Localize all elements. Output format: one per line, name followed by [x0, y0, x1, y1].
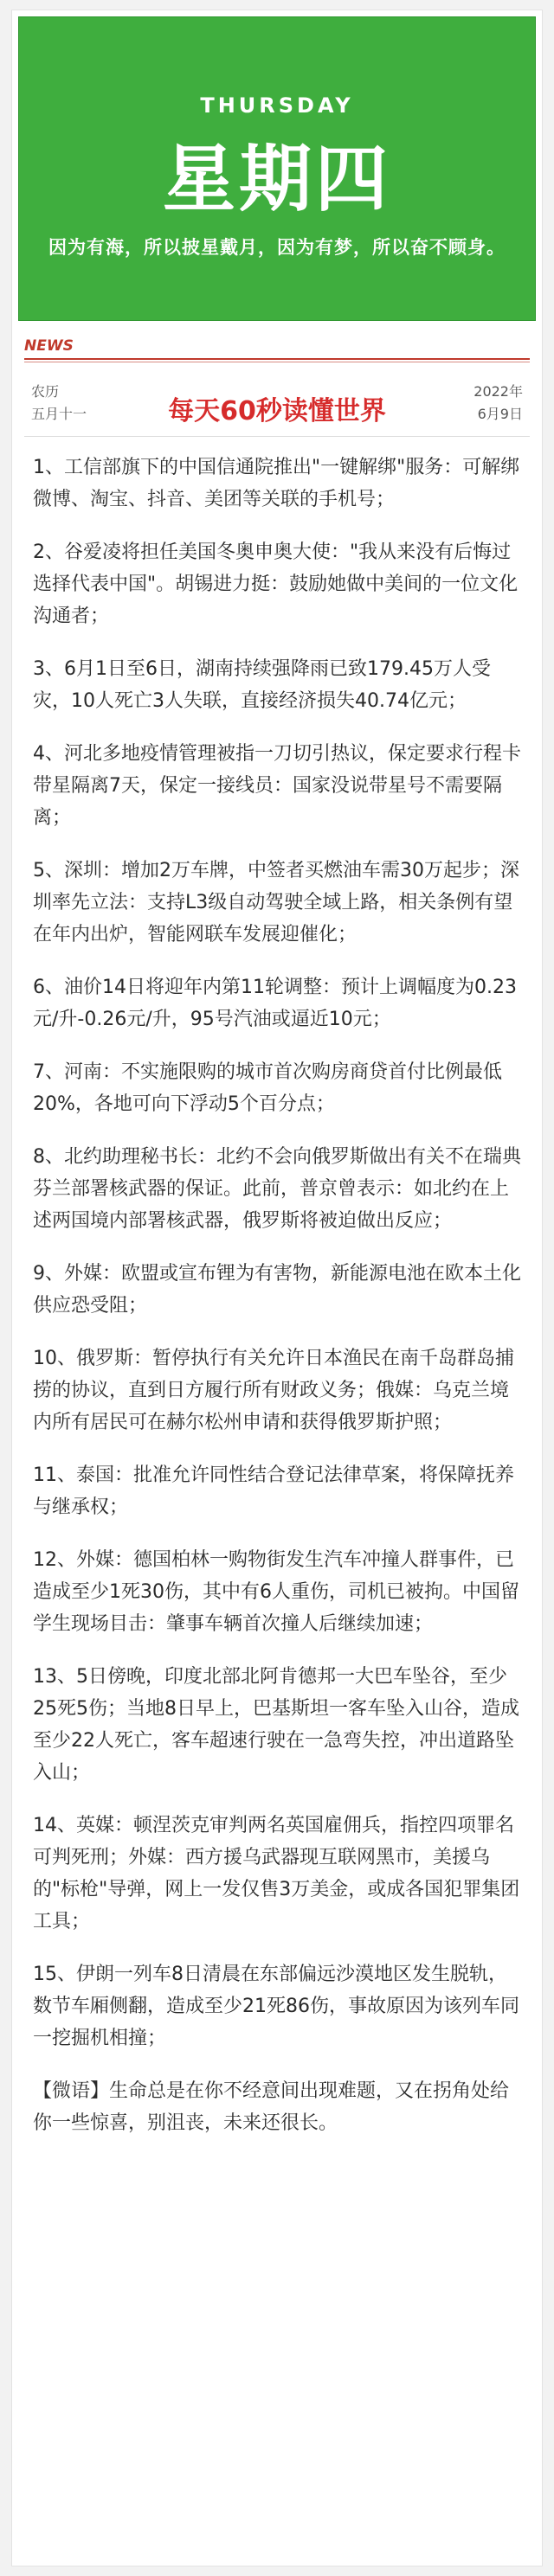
weekday-english: THURSDAY: [200, 93, 354, 118]
news-item: 14、英媒：顿涅茨克审判两名英国雇佣兵，指控四项罪名可判死刑；外媒：西方援乌武器现互联网黑市，美援乌的"标枪"导弹，网上一发仅售3万美金，或成各国犯罪集团工具；: [33, 1815, 520, 1932]
news-item: 15、伊朗一列车8日清晨在东部偏远沙漠地区发生脱轨，数节车厢侧翻，造成至少21死86伤，事故原因为该列车同一挖掘机相撞；: [33, 1964, 519, 2049]
daily-quote: 【微语】生命总是在你不经意间出现难题，又在拐角处给你一些惊喜，别沮丧，未来还很长。: [33, 2080, 510, 2134]
article-page: [12, 10, 542, 2566]
news-item: 13、5日傍晚，印度北部北阿肯德邦一大巴车坠谷，至少25死5伤；当地8日早上，巴基斯坦一客车坠入山谷，造成至少22人死亡，客车超速行驶在一急弯失控，冲出道路坠入山；: [33, 1666, 519, 1784]
header-banner: [19, 17, 535, 320]
news-item: 12、外媒：德国柏林一购物街发生汽车冲撞人群事件，已造成至少1死30伤，其中有6人重伤，司机已被拘。中国留学生现场目击：肇事车辆首次撞人后继续加速；: [33, 1549, 519, 1635]
news-item: 7、河南：不实施限购的城市首次购房商贷首付比例最低20%，各地可向下浮动5个百分点；: [33, 1061, 502, 1115]
banner-motto: 因为有海，所以披星戴月，因为有梦，所以奋不顾身。: [48, 237, 506, 258]
news-item: 6、油价14日将迎年内第11轮调整：预计上调幅度为0.23元/升-0.26元/升，95号汽油或逼近10元；: [33, 977, 517, 1030]
weekday-chinese: 星期四: [162, 137, 391, 221]
page-title: 每天60秒读懂世界: [168, 396, 386, 426]
date-year: 2022年: [473, 383, 523, 400]
news-divider: [24, 358, 530, 360]
news-item: 3、6月1日至6日，湖南持续强降雨已致179.45万人受灾，10人死亡3人失联，直接经济损失40.74亿元；: [33, 658, 491, 712]
news-item: 9、外媒：欧盟或宣布锂为有害物，新能源电池在欧本土化供应恐受阻；: [33, 1263, 521, 1317]
news-item: 2、谷爱凌将担任美国冬奥申奥大使："我从来没有后悔过选择代表中国"。胡锡进力挺：鼓励她做中美间的一位文化沟通者；: [33, 541, 519, 627]
news-list: [33, 452, 523, 2139]
news-item: 8、北约助理秘书长：北约不会向俄罗斯做出有关不在瑞典芬兰部署核武器的保证。此前，普京曾表示：如北约在上述两国境内部署核武器，俄罗斯将被迫做出反应；: [33, 1146, 521, 1232]
news-item: 10、俄罗斯：暂停执行有关允许日本渔民在南千岛群岛捕捞的协议，直到日方履行所有财政义务；俄媒：乌克兰境内所有居民可在赫尔松州申请和获得俄罗斯护照；: [33, 1348, 514, 1433]
lunar-day: 五月十一: [31, 406, 87, 422]
solar-date: [473, 381, 523, 426]
headline-divider: [24, 436, 530, 437]
news-item: 1、工信部旗下的中国信通院推出"一键解绑"服务：可解绑微博、淘宝、抖音、美团等关联的手机号；: [33, 457, 520, 510]
news-item: 5、深圳：增加2万车牌，中签者买燃油车需30万起步；深圳率先立法：支持L3级自动驾驶全域上路，相关条例有望在年内出炉，智能网联车发展迎催化；: [33, 860, 519, 945]
lunar-label: 农历: [31, 383, 60, 400]
news-item: 11、泰国：批准允许同性结合登记法律草案，将保障抚养与继承权；: [33, 1464, 514, 1518]
date-month-day: 6月9日: [477, 406, 523, 422]
news-item: 4、河北多地疫情管理被指一刀切引热议，保定要求行程卡带星隔离7天，保定一接线员：国家没说带星号不需要隔离；: [33, 743, 521, 829]
news-tag: NEWS: [24, 337, 74, 355]
